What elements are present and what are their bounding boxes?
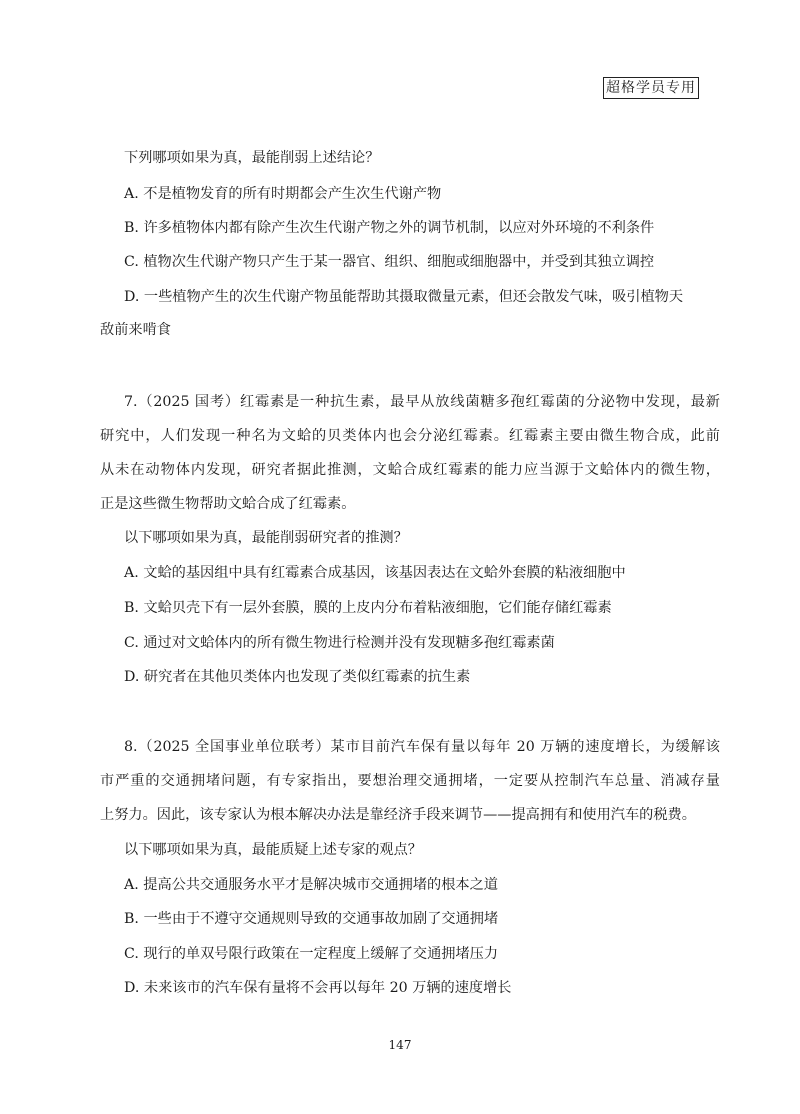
q6-option-d: D. 一些植物产生的次生代谢产物虽能帮助其摄取微量元素，但还会散发气味，吸引植物天 xyxy=(124,289,684,305)
q8-prompt: 以下哪项如果为真，最能质疑上述专家的观点？ xyxy=(124,842,422,858)
q7-option-d: D. 研究者在其他贝类体内也发现了类似红霉素的抗生素 xyxy=(124,669,471,685)
q6-option-c: C. 植物次生代谢产物只产生于某一器官、组织、细胞或细胞器中，并受到其独立调控 xyxy=(124,254,655,270)
q7-stem-line-3: 从未在动物体内发现，研究者据此推测，文蛤合成红霉素的能力应当源于文蛤体内的微生物， xyxy=(100,462,720,478)
q7-prompt: 以下哪项如果为真，最能削弱研究者的推测？ xyxy=(124,530,408,546)
q8-option-b: B. 一些由于不遵守交通规则导致的交通事故加剧了交通拥堵 xyxy=(124,911,499,927)
q6-option-a: A. 不是植物发育的所有时期都会产生次生代谢产物 xyxy=(124,186,442,202)
q6-prompt: 下列哪项如果为真，最能削弱上述结论？ xyxy=(124,150,380,166)
q7-option-b: B. 文蛤贝壳下有一层外套膜，膜的上皮内分布着粘液细胞，它们能存储红霉素 xyxy=(124,600,612,616)
q7-stem-line-4: 正是这些微生物帮助文蛤合成了红霉素。 xyxy=(100,496,356,512)
q8-stem-line-1: 8.（2025 全国事业单位联考）某市目前汽车保有量以每年 20 万辆的速度增长，为缓解该 xyxy=(124,739,720,755)
q7-stem-line-2: 研究中，人们发现一种名为文蛤的贝类体内也会分泌红霉素。红霉素主要由微生物合成，此前 xyxy=(100,428,720,444)
q7-stem-line-1: 7.（2025 国考）红霉素是一种抗生素，最早从放线菌糖多孢红霉菌的分泌物中发现，最新 xyxy=(124,394,720,410)
student-only-badge: 超格学员专用 xyxy=(603,77,699,99)
q8-stem-line-3: 上努力。因此，该专家认为根本解决办法是靠经济手段来调节——提高拥有和使用汽车的税费。 xyxy=(100,807,696,823)
q6-option-d-continued: 敌前来啃食 xyxy=(100,322,171,338)
q7-option-a: A. 文蛤的基因组中具有红霉素合成基因，该基因表达在文蛤外套膜的粘液细胞中 xyxy=(124,565,626,581)
q7-option-c: C. 通过对文蛤体内的所有微生物进行检测并没有发现糖多孢红霉素菌 xyxy=(124,635,555,651)
q8-option-d: D. 未来该市的汽车保有量将不会再以每年 20 万辆的速度增长 xyxy=(124,980,512,996)
page-number: 147 xyxy=(388,1038,412,1052)
q8-option-a: A. 提高公共交通服务水平才是解决城市交通拥堵的根本之道 xyxy=(124,877,498,893)
q6-option-b: B. 许多植物体内都有除产生次生代谢产物之外的调节机制，以应对外环境的不利条件 xyxy=(124,220,655,236)
q8-stem-line-2: 市严重的交通拥堵问题，有专家指出，要想治理交通拥堵，一定要从控制汽车总量、消减存量 xyxy=(100,773,720,789)
q8-option-c: C. 现行的单双号限行政策在一定程度上缓解了交通拥堵压力 xyxy=(124,946,499,962)
